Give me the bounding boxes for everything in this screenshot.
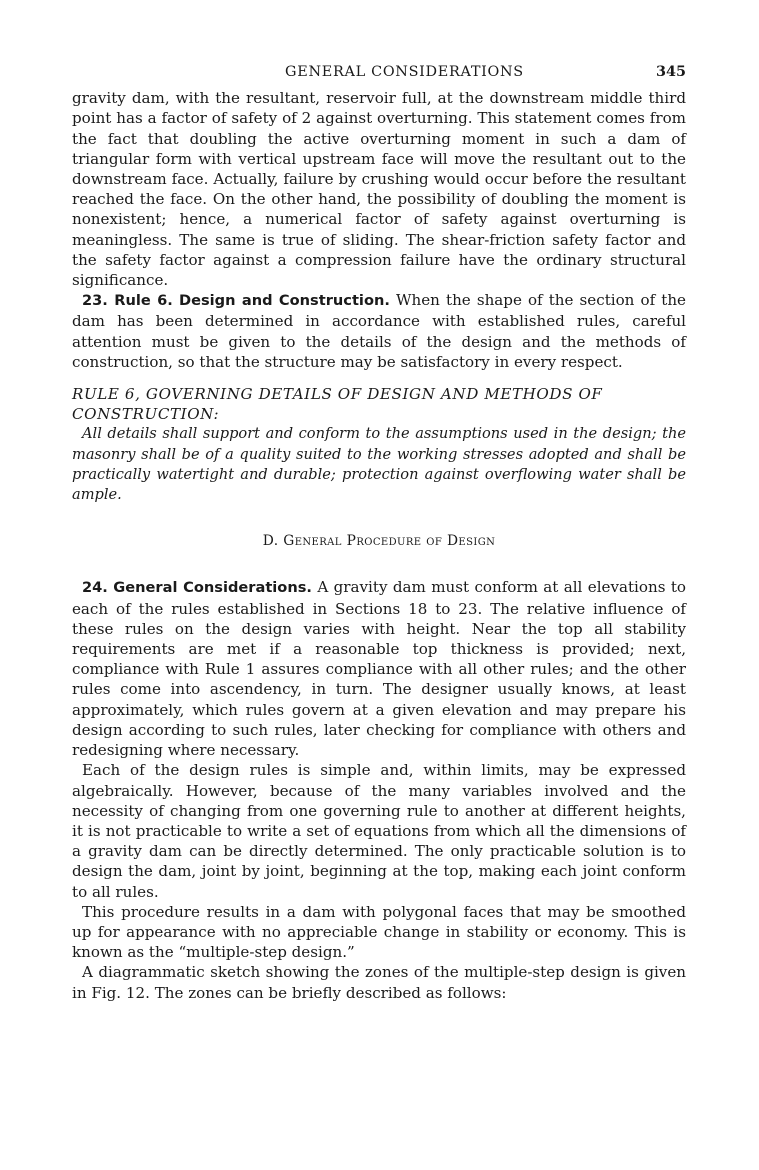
running-header (72, 62, 686, 82)
book-page (72, 62, 686, 1003)
running-title: GENERAL CONSIDERATIONS (285, 64, 524, 80)
section-23-text: When the shape of the section of the dam has been determined in accordance with established rules, careful attention must be given to the details of the design and the methods of construction, so that the structure may be satisfactory in every respect. (72, 291, 686, 371)
paragraph-safety-factor: gravity dam, with the resultant, reservoir full, at the downstream middle third point has a factor of safety of 2 against overturning. This statement comes from the fact that doubling the active overturning moment in such a dam of triangular form with vertical upstream face will move the resultant out to the downstream face. Actually, failure by crushing would occur before the resultant reached the face. On the other hand, the possibility of doubling the moment is nonexistent; hence, a numerical factor of safety against overturning is meaningless. The same is true of sliding. The shear-friction safety factor and the safety factor against a compression failure have the ordinary structural significance. (72, 89, 686, 290)
page-number: 345 (655, 63, 686, 80)
paragraph-procedure: This procedure results in a dam with polygonal faces that may be smoothed up for appearance with no appreciable change in stability or economy. This is known as the “multiple-step design.” (72, 902, 686, 962)
paragraph-design-rules: Each of the design rules is simple and, within limits, may be expressed algebraically. However, because of the many variables involved and the necessity of changing from one governing rule to another at different heights, it is not practicable to write a set of equations from which all the dimensions of a gravity dam can be directly determined. The only practicable solution is to design the dam, joint by joint, beginning at the top, making each joint conform to all rules. (72, 761, 686, 901)
section-23 (72, 290, 686, 372)
section-24-title: General Considerations. (113, 579, 312, 597)
section-24-number: 24. (82, 579, 108, 597)
paragraph-sketch: A diagrammatic sketch showing the zones of the multiple-step design is given in Fig. 12. The zones can be briefly described as follows: (72, 963, 686, 1002)
division-letter: D. (262, 533, 279, 550)
division-heading (72, 531, 686, 551)
division-title: General Procedure of Design (283, 533, 496, 550)
rule-6-heading: RULE 6, GOVERNING DETAILS OF DESIGN AND METHODS OF CONSTRUCTION: (72, 385, 603, 424)
section-24 (72, 577, 686, 760)
rule-6-body: All details shall support and conform to the assumptions used in the design; the masonry shall be of a quality suited to the working stresses adopted and shall be practically watertight and durable; protection against overflowing water shall be ample. (72, 425, 686, 504)
section-24-text: A gravity dam must conform at all elevations to each of the rules established in Sections 18 to 23. The relative influence of these rules on the design varies with height. Near the top all stability requirements are met if a reasonable top thickness is provided; next, compliance with Rule 1 assures compliance with all other rules; and the other rules come into ascendency, in turn. The designer usually knows, at least approximately, which rules govern at a given elevation and may prepare his design according to such rules, later checking for compliance with others and redesigning where necessary. (72, 578, 686, 760)
section-23-title: Design and Construction. (178, 292, 390, 310)
section-23-number: 23. Rule 6. (82, 292, 173, 310)
